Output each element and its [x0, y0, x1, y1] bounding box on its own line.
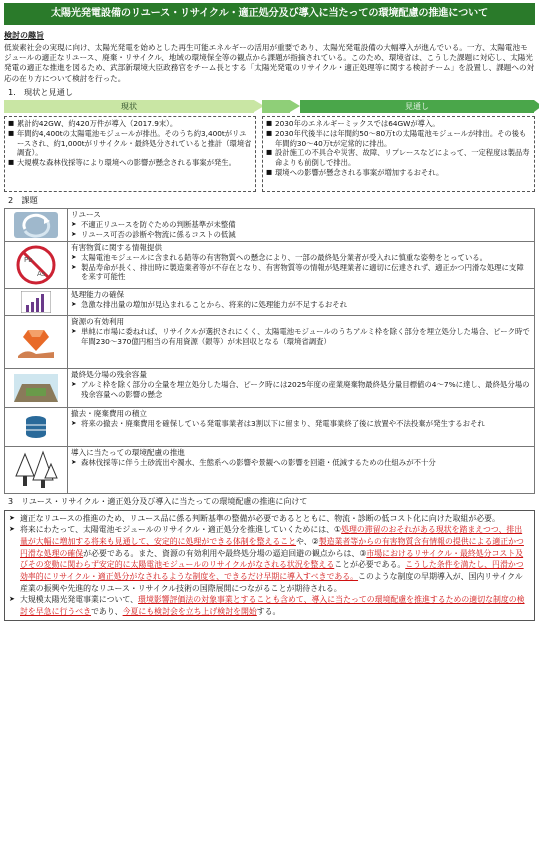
measure-item — [9, 594, 530, 617]
measure-text: 適正なリユースの推進のため、リユース品に係る判断基準の整備が必要であるとともに、物流・診断の低コスト化に向けた取組が必要。 — [20, 513, 500, 523]
outlook-item: ■ 設計施工の不具合や災害、故障、リプレースなどによって、一定程度は製品寿命よりも前倒しで排出。 — [266, 148, 531, 167]
issue-item: ➤ アルミ枠を除く部分の全量を埋立処分した場合、ピーク時には2025年度の産業廃棄物最終処分量目標値の4～7%に達し、最終処分場の残余容量への影響の懸念 — [71, 380, 531, 399]
issue-row — [5, 408, 534, 447]
forest-icon — [5, 447, 68, 493]
page-title: 太陽光発電設備のリユース・リサイクル・適正処分及び導入に当たっての環境配慮の推進について — [4, 3, 535, 25]
hazard-prohibited-icon — [5, 242, 68, 288]
measure-text: であり、 — [91, 607, 123, 617]
issue-item: ➤ 不適正リユースを防ぐための判断基準が未整備 — [71, 220, 531, 230]
issue-title: 導入に当たっての環境配慮の推進 — [71, 448, 185, 458]
issues-table — [4, 208, 535, 494]
issue-item: ➤ 単純に市場に委ねれば、リサイクルが選択されにくく、太陽電池モジュールのうちアルミ枠を除く部分を埋立処分した場合、ピーク時で年間230～370億円相当の有用資源（銀等）が未回収となる（環境省調査） — [71, 327, 531, 346]
outlook-item: ■ 2030年のエネルギーミックスでは64GWが導入。 — [266, 119, 531, 129]
issue-item: ➤ 太陽電池モジュールに含まれる鉛等の有害物質への懸念により、一部の最終処分業者が受入れに慎重な姿勢をとっている。 — [71, 253, 531, 263]
now-arrow: 現状 — [4, 100, 254, 113]
issue-row — [5, 316, 534, 369]
emphasized-text: 製造業者等からの有害物質含有情報の提供による適正かつ円滑な処理の確保 — [20, 537, 524, 558]
measure-text: 大規模太陽光発電事業について、 — [20, 595, 139, 605]
measure-item — [9, 513, 530, 525]
recycle-icon — [5, 209, 68, 241]
emphasized-text: 市場におけるリサイクル・最終処分コスト及びその変動に関わらず安定的に太陽電池モジュールのリサイクルがなされる状況を整える — [20, 548, 524, 570]
coin-stack-icon — [5, 408, 68, 446]
issue-item: ➤ 森林伐採等に伴う土砂流出や濁水、生態系への影響や景観への影響を回避・低減するための仕組みが不十分 — [71, 458, 531, 468]
issue-title: リユース — [71, 210, 101, 220]
issue-item: ➤ 急激な排出量の増加が見込まれることから、将来的に処理能力が不足するおそれ — [71, 300, 531, 310]
measures-box — [4, 510, 535, 621]
outlook-item: ■ 環境への影響が懸念される事案が増加するおそれ。 — [266, 168, 531, 178]
issue-row — [5, 209, 534, 242]
background-label: 検討の趣旨 — [4, 31, 44, 40]
svg-text:As: As — [37, 270, 46, 279]
issue-title: 最終処分場の残余容量 — [71, 370, 147, 380]
outlook-box — [262, 116, 535, 192]
issue-title: 有害物質に関する情報提供 — [71, 243, 163, 253]
issue-content — [68, 289, 534, 315]
issue-row — [5, 242, 534, 289]
issue-item: ➤ 将来の撤去・廃棄費用を確保している発電事業者は3割以下に留まり、発電事業終了後に放置や不法投棄が発生するおそれ — [71, 419, 531, 429]
svg-text:Pb: Pb — [24, 256, 33, 265]
issue-row — [5, 369, 534, 408]
measure-text: や、② — [296, 537, 319, 546]
emphasized-text: こうした条件を満たし、円滑かつ効率的にリサイクル・適正処分がなされるような制度を、できるだけ早期に導入すべきである。 — [20, 560, 524, 582]
issue-item: ➤ 製品寿命が長く、排出時に製造業者等が不存在となり、有害物質等の情報が処理業者に適切に伝達されず、適正かつ円滑な処理に支障を来す可能性 — [71, 263, 531, 282]
hand-gem-icon — [5, 316, 68, 368]
measure-text: 将来にわたって、太陽電池モジュールのリサイクル・適正処分を推進していくためには、① — [20, 525, 342, 535]
issue-item: ➤ リユース可否の診断や物流に係るコストの低減 — [71, 230, 531, 240]
background-text: 低炭素社会の実現に向け、太陽光発電を始めとした再生可能エネルギーの活用が重要であり、太陽光発電設備の大幅導入が進んでいる。一方、太陽電池モジュールの適正なリユース、廃棄・リサイクル、地域の環境保全等の観点から課題が指摘されている。このため、環境省は、こうした課題に対応し、太陽光発電の適正な推進を図るため、武部新環境大臣政務官をチーム長とする「太陽光発電のリサイクル・適正処理等に関する検討チーム」を設置し、課題への対応の在り方について検討を行った。 — [4, 42, 535, 83]
issue-content — [68, 408, 534, 446]
emphasized-text: 処理の滞留のおそれがある現状を踏まえつつ、排出量が大幅に増加する将来も見通して、安定的に処理ができる体制を整えること — [20, 525, 523, 546]
bar-chart-icon — [5, 289, 68, 315]
issue-title: 処理能力の確保 — [71, 290, 125, 300]
current-status-item: ■ 大規模な森林伐採等により環境への影響が懸念される事案が発生。 — [8, 158, 252, 168]
outlook-item: ■ 2030年代後半には年間約50～80万tの太陽電池モジュールが排出。その後も年間約30～40万tが定常的に排出。 — [266, 129, 531, 148]
current-status-item: ■ 累計約42GW、約420万件が導入（2017.9末）。 — [8, 119, 252, 129]
emphasized-text: 環境影響評価法の対象事業とすることも含めて、導入に当たっての環境配慮を推進するための適切な制度の検討を早急に行うべき — [20, 595, 525, 617]
status-columns — [4, 116, 535, 192]
landfill-icon — [5, 369, 68, 407]
issue-row — [5, 447, 534, 493]
transition-arrow — [262, 100, 290, 113]
measure-text: このような制度の早期導入が、国内リサイクル産業の振興や先進的なリユース・リサイクル技術の国際展開につながることが期待される。 — [20, 572, 523, 593]
future-arrow: 見通し — [300, 100, 534, 113]
measure-text: する。 — [256, 607, 281, 617]
section1-heading: 1. 現状と見通し — [8, 87, 74, 98]
issue-row — [5, 289, 534, 316]
issue-content — [68, 316, 534, 368]
section3-heading: 3 リユース・リサイクル・適正処分及び導入に当たっての環境配慮の推進に向けて — [8, 497, 308, 507]
document-page — [0, 3, 539, 846]
measure-text: が必要である。また、資源の有効利用や最終処分場の逼迫回避の観点からは、③ — [83, 548, 367, 558]
emphasized-text: 今夏にも検討会を立ち上げ検討を開始 — [122, 607, 257, 617]
measure-item — [9, 524, 530, 594]
current-status-box — [4, 116, 256, 192]
section2-heading: 2 課題 — [8, 195, 38, 206]
current-status-item: ■ 年間約4,400tの太陽電池モジュールが排出。そのうち約3,400tがリユースされ、約1,000tがリサイクル・最終処分されていると推計（環境省調査）。 — [8, 129, 252, 158]
issue-content — [68, 447, 534, 493]
issue-content — [68, 209, 534, 241]
issue-content — [68, 369, 534, 407]
issue-title: 撤去・廃棄費用の積立 — [71, 409, 147, 419]
issue-content — [68, 242, 534, 288]
timeline-arrows — [4, 100, 535, 113]
measure-text: ことが必要である。 — [334, 560, 406, 570]
issue-title: 資源の有効利用 — [71, 317, 125, 327]
